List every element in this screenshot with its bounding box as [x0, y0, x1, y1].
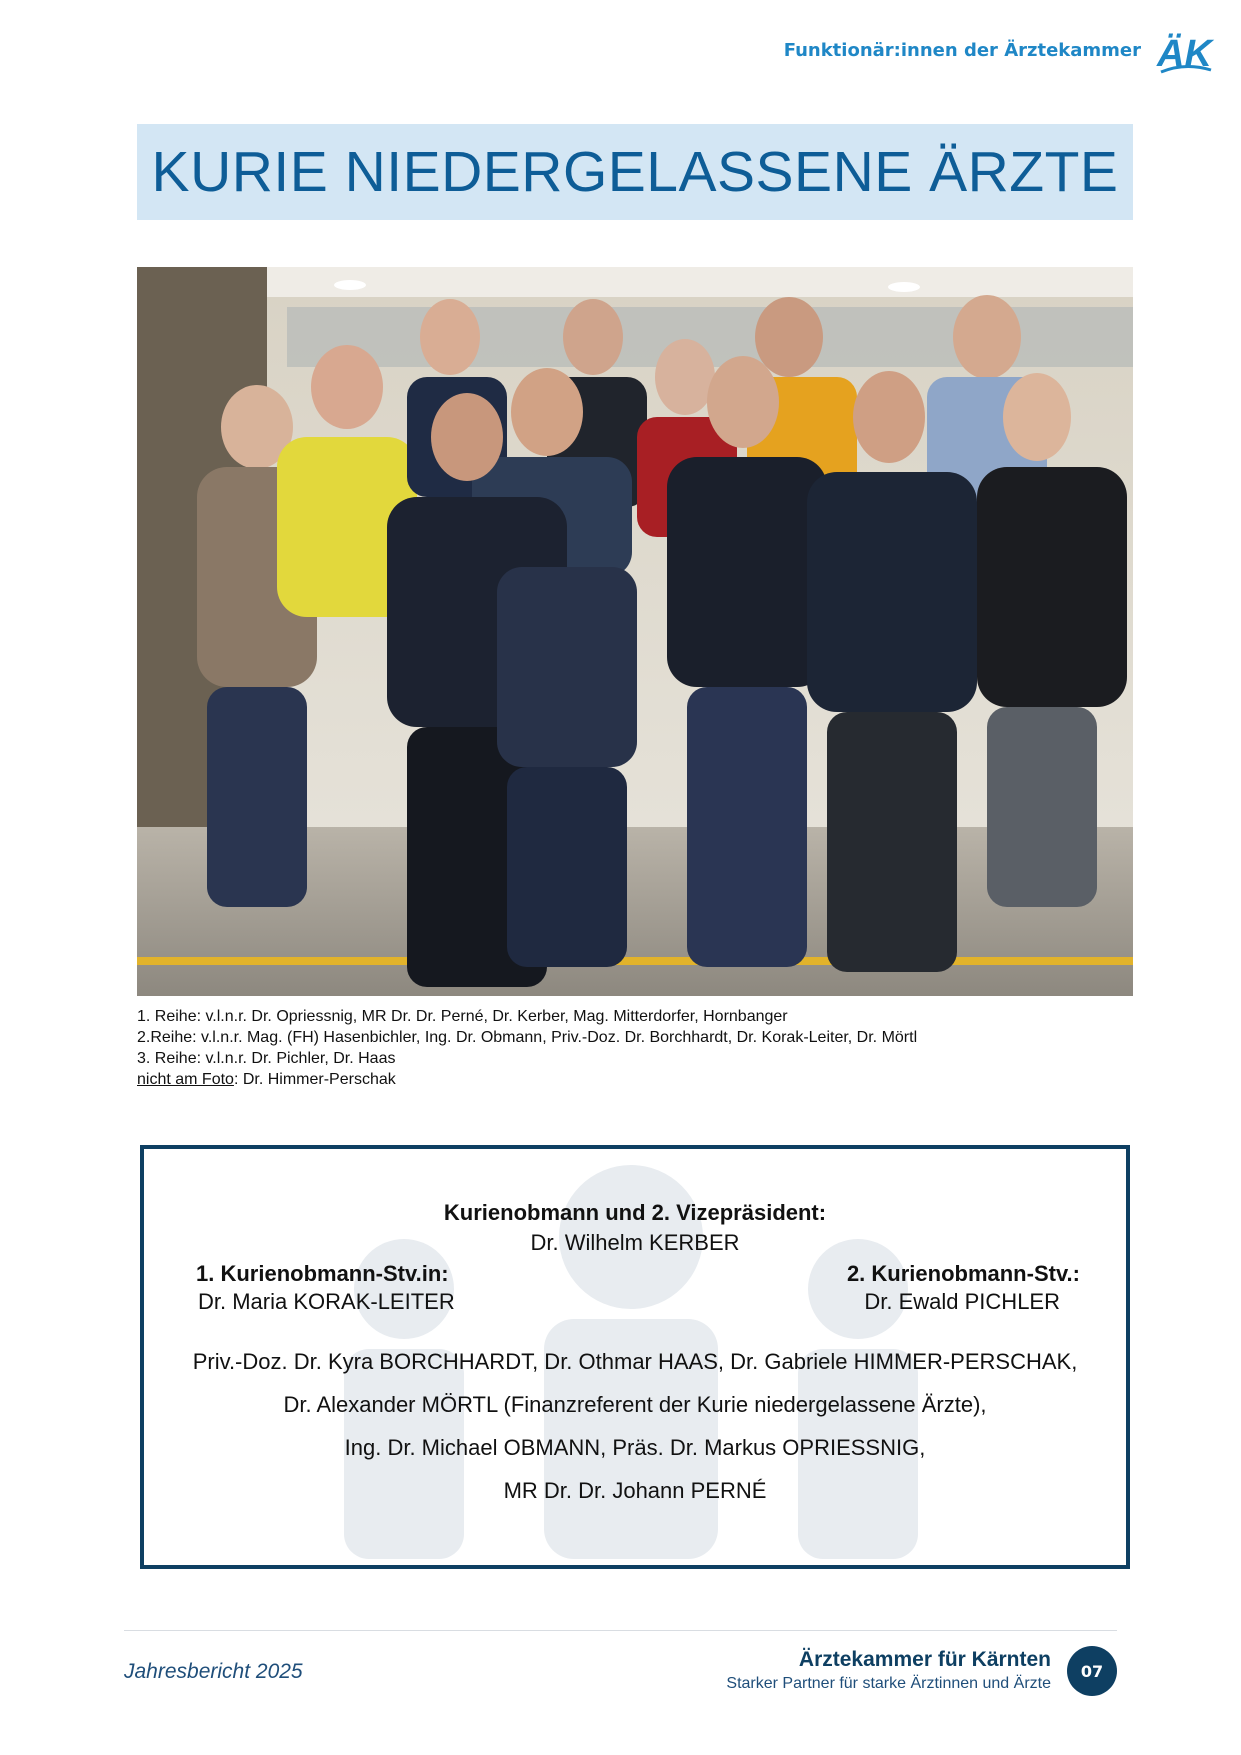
board-members-box	[140, 1145, 1130, 1569]
caption-absent	[137, 1069, 1137, 1090]
caption-row-2: 2.Reihe: v.l.n.r. Mag. (FH) Hasenbichler, Ing. Dr. Obmann, Priv.-Doz. Dr. Borchhardt, Dr. Korak-Leiter, Dr. Mörtl	[137, 1029, 918, 1046]
photo-caption	[137, 1006, 1137, 1090]
chair-name: Dr. Wilhelm KERBER	[530, 1230, 740, 1255]
report-title: Jahresbericht 2025	[124, 1660, 303, 1683]
org-block	[726, 1648, 1051, 1693]
deputy1-name: Dr. Maria KORAK-LEITER	[198, 1289, 455, 1314]
members-line-2: Dr. Alexander MÖRTL (Finanzreferent der Kurie niedergelassene Ärzte),	[283, 1392, 987, 1417]
group-photo	[137, 267, 1133, 996]
deputy2-role: 2. Kurienobmann-Stv.:	[846, 1261, 1080, 1286]
footer-divider	[124, 1630, 1117, 1631]
org-tagline: Starker Partner für starke Ärztinnen und Ärzte	[726, 1675, 1051, 1692]
deputy1-role: 1. Kurienobmann-Stv.in:	[196, 1261, 449, 1286]
title-band	[137, 124, 1133, 220]
caption-row-3: 3. Reihe: v.l.n.r. Dr. Pichler, Dr. Haas	[137, 1050, 396, 1067]
aek-logo-icon	[1155, 28, 1215, 78]
org-name: Ärztekammer für Kärnten	[798, 1648, 1051, 1671]
members-line-1: Priv.-Doz. Dr. Kyra BORCHHARDT, Dr. Othmar HAAS, Dr. Gabriele HIMMER-PERSCHAK,	[192, 1349, 1078, 1374]
page-number: 07	[1067, 1646, 1117, 1696]
absent-names: : Dr. Himmer-Perschak	[233, 1071, 396, 1088]
section-title: Funktionär:innen der Ärztekammer	[783, 40, 1141, 61]
page-title: KURIE NIEDERGELASSENE ÄRZTE	[151, 140, 1119, 204]
chair-role: Kurienobmann und 2. Vizepräsident:	[443, 1200, 827, 1225]
members-line-4: MR Dr. Dr. Johann PERNÉ	[503, 1478, 767, 1503]
caption-row-1: 1. Reihe: v.l.n.r. Dr. Opriessnig, MR Dr. Dr. Perné, Dr. Kerber, Mag. Mitterdorfer, Hornbanger	[137, 1008, 788, 1025]
absent-label: nicht am Foto	[137, 1071, 234, 1088]
members-line-3: Ing. Dr. Michael OBMANN, Präs. Dr. Markus OPRIESSNIG,	[344, 1435, 926, 1460]
svg-text:ÄK: ÄK	[1157, 33, 1212, 75]
deputy2-name: Dr. Ewald PICHLER	[864, 1289, 1060, 1314]
